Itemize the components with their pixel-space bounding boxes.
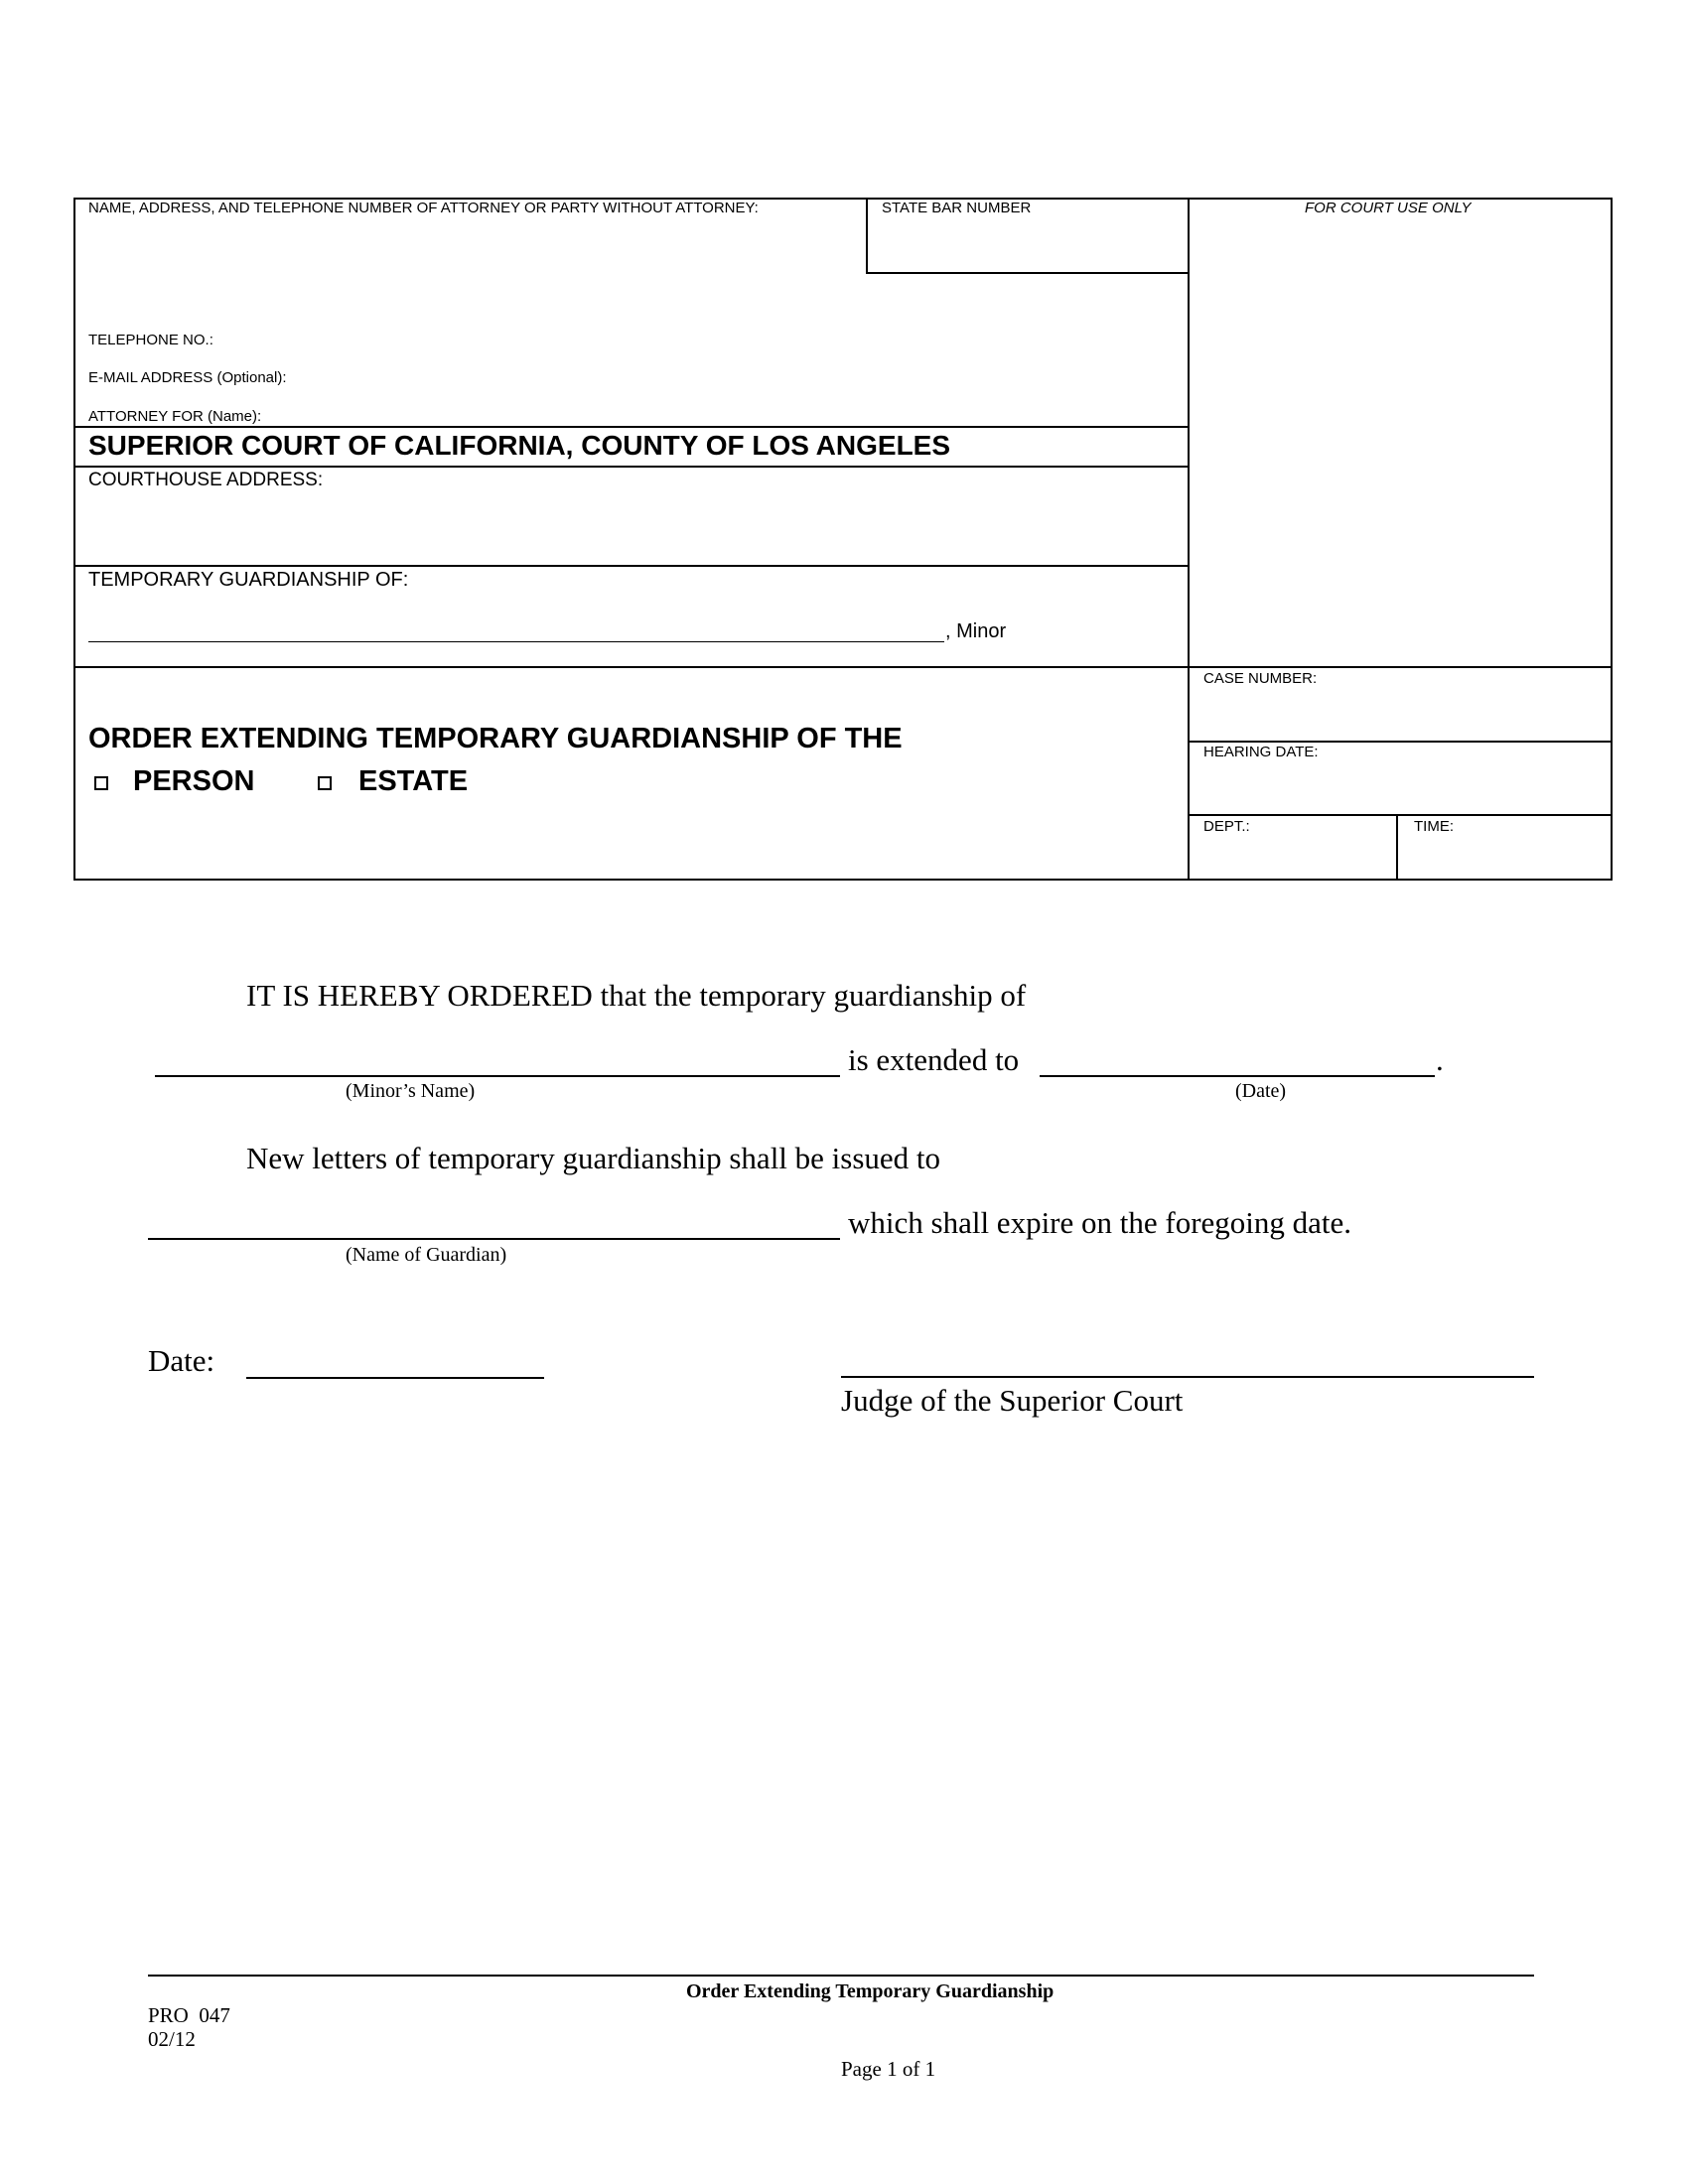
person-option-label: PERSON xyxy=(133,765,255,797)
order-paragraph-1: IT IS HEREBY ORDERED that the temporary guardianship of xyxy=(246,978,1027,1013)
minor-name-blank[interactable] xyxy=(155,1075,840,1077)
courthouse-address-label: COURTHOUSE ADDRESS: xyxy=(88,470,324,490)
attorney-for-field[interactable] xyxy=(288,404,864,426)
dept-field[interactable] xyxy=(1196,839,1392,877)
guardian-name-caption: (Name of Guardian) xyxy=(346,1244,507,1266)
court-use-label: FOR COURT USE ONLY xyxy=(1305,200,1472,216)
minor-suffix: , Minor xyxy=(945,620,1007,642)
footer-title: Order Extending Temporary Guardianship xyxy=(686,1980,1055,2002)
minor-name-line[interactable] xyxy=(88,641,944,642)
estate-checkbox[interactable] xyxy=(318,776,332,790)
estate-option-label: ESTATE xyxy=(358,765,469,797)
hearing-date-label: HEARING DATE: xyxy=(1203,744,1319,760)
attorney-for-label: ATTORNEY FOR (Name): xyxy=(88,408,262,425)
hearing-date-field[interactable] xyxy=(1196,764,1607,810)
courthouse-address-field[interactable] xyxy=(88,494,1181,560)
attorney-info-label: NAME, ADDRESS, AND TELEPHONE NUMBER OF ATTORNEY OR PARTY WITHOUT ATTORNEY: xyxy=(88,200,759,216)
dept-label: DEPT.: xyxy=(1203,818,1250,835)
guardianship-of-label: TEMPORARY GUARDIANSHIP OF: xyxy=(88,569,409,591)
sentence-period: . xyxy=(1436,1042,1444,1077)
time-label: TIME: xyxy=(1414,818,1454,835)
attorney-info-field[interactable] xyxy=(79,220,862,320)
email-field[interactable] xyxy=(318,365,864,389)
date-label: Date: xyxy=(148,1343,215,1378)
person-checkbox[interactable] xyxy=(94,776,108,790)
form-revision: 02/12 xyxy=(148,2027,196,2051)
telephone-field[interactable] xyxy=(218,328,864,351)
expire-text: which shall expire on the foregoing date. xyxy=(848,1205,1352,1240)
telephone-label: TELEPHONE NO.: xyxy=(88,332,213,348)
time-field[interactable] xyxy=(1404,839,1607,877)
judge-label: Judge of the Superior Court xyxy=(841,1383,1184,1418)
footer-rule xyxy=(148,1975,1534,1977)
guardian-name-blank[interactable] xyxy=(148,1238,840,1240)
judge-signature-line[interactable] xyxy=(841,1376,1534,1378)
extended-to-text: is extended to xyxy=(848,1042,1020,1077)
page-number: Page 1 of 1 xyxy=(841,2057,936,2081)
court-name: SUPERIOR COURT OF CALIFORNIA, COUNTY OF LOS ANGELES xyxy=(88,430,951,461)
state-bar-label: STATE BAR NUMBER xyxy=(882,200,1032,216)
form-title: ORDER EXTENDING TEMPORARY GUARDIANSHIP OF THE xyxy=(88,723,903,754)
minor-name-caption: (Minor’s Name) xyxy=(346,1080,476,1102)
order-paragraph-2: New letters of temporary guardianship shall be issued to xyxy=(246,1141,941,1175)
case-number-field[interactable] xyxy=(1196,691,1607,737)
form-number: PRO 047 xyxy=(148,2003,230,2027)
email-label: E-MAIL ADDRESS (Optional): xyxy=(88,369,287,386)
date-caption: (Date) xyxy=(1235,1080,1287,1102)
extension-date-blank[interactable] xyxy=(1040,1075,1435,1077)
signature-date-blank[interactable] xyxy=(246,1377,544,1379)
state-bar-field[interactable] xyxy=(872,220,1184,270)
case-number-label: CASE NUMBER: xyxy=(1203,670,1318,687)
